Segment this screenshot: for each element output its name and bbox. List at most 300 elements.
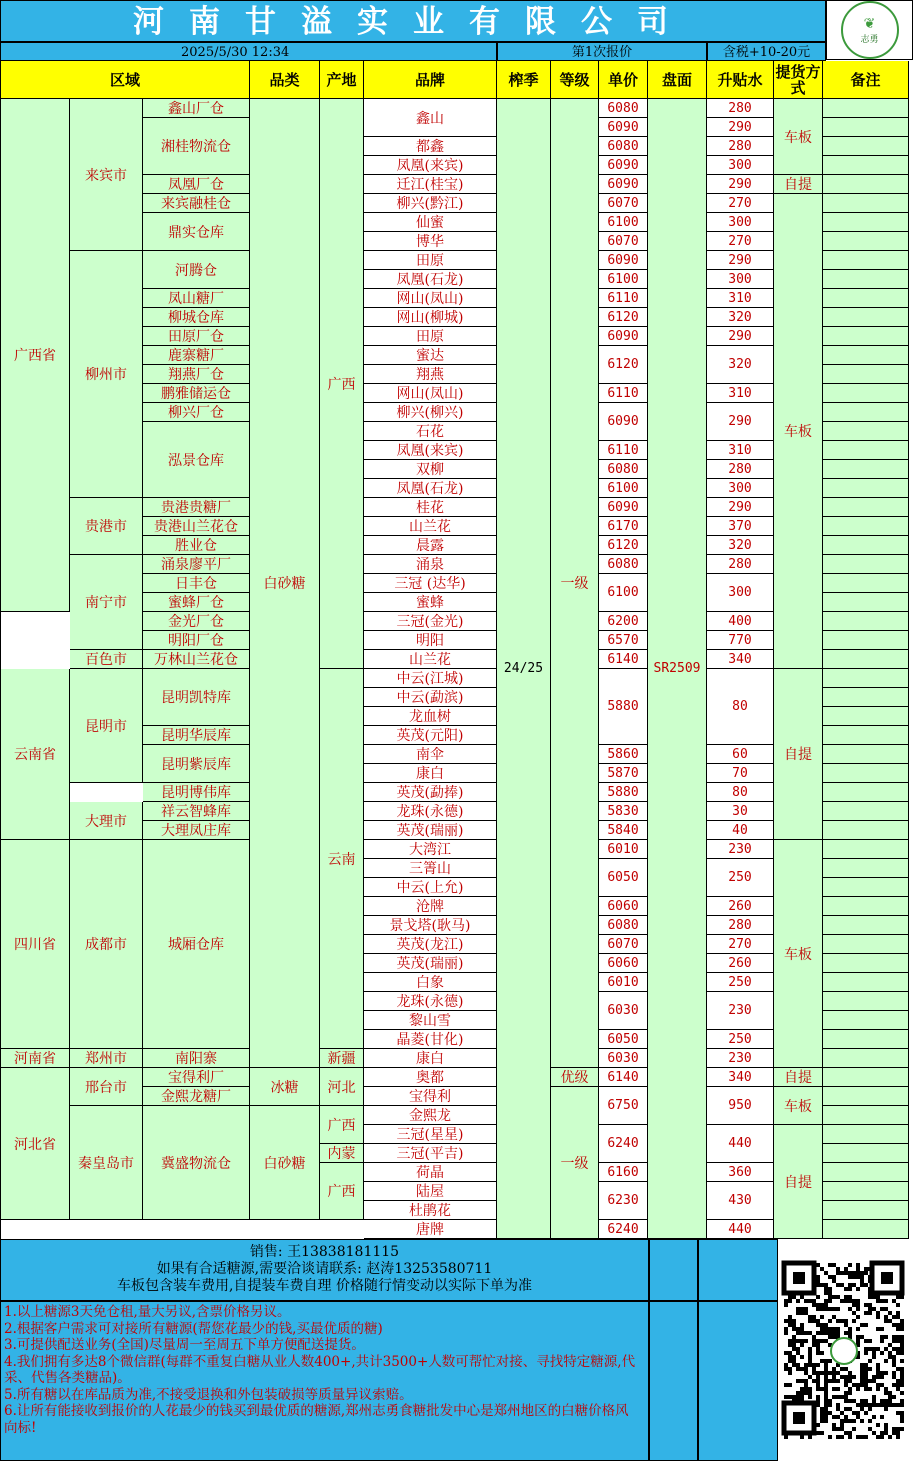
table-cell: 310 bbox=[707, 441, 774, 460]
remarks-cell bbox=[823, 479, 909, 498]
remarks-cell bbox=[823, 118, 909, 137]
table-cell: 60 bbox=[707, 745, 774, 764]
table-cell: 凤凰(来宾) bbox=[364, 441, 497, 460]
remarks-cell bbox=[823, 840, 909, 859]
table-cell: 唐牌 bbox=[364, 1220, 497, 1239]
table-cell: 鹏雅储运仓 bbox=[143, 384, 250, 403]
table-cell: 6080 bbox=[599, 460, 648, 479]
table-cell: 昆明紫辰库 bbox=[143, 745, 250, 783]
table-cell: 金熙龙 bbox=[364, 1106, 497, 1125]
note-line: 5.所有糖以在库品质为准,不接受退换和外包装破损等质量异议索赔。 bbox=[4, 1386, 413, 1403]
header-remarks: 备注 bbox=[823, 61, 909, 99]
table-cell: 云南 bbox=[320, 669, 364, 1049]
table-cell: 英茂(瑞丽) bbox=[364, 954, 497, 973]
table-cell: 南阳寨 bbox=[143, 1049, 250, 1068]
table-cell: 双柳 bbox=[364, 460, 497, 479]
table-cell: 成都市 bbox=[70, 840, 143, 1049]
table-cell: 大湾江 bbox=[364, 840, 497, 859]
qr-code-icon[interactable] bbox=[780, 1251, 908, 1451]
remarks-cell bbox=[823, 251, 909, 270]
remarks-cell bbox=[823, 460, 909, 479]
table-cell: 6140 bbox=[599, 1068, 648, 1087]
table-cell: 6060 bbox=[599, 897, 648, 916]
table-cell: 邢台市 bbox=[70, 1068, 143, 1106]
table-cell: 英茂(龙江) bbox=[364, 935, 497, 954]
notes-box bbox=[0, 1301, 649, 1461]
table-cell: 6110 bbox=[599, 289, 648, 308]
logo-text: 志勇 bbox=[860, 34, 879, 45]
table-cell: 湘桂物流仓 bbox=[143, 118, 250, 175]
table-cell: 250 bbox=[707, 859, 774, 897]
table-cell: 自提 bbox=[774, 1125, 823, 1239]
sales-contact: 销售: 王13838181115 bbox=[249, 1244, 400, 1260]
remarks-cell bbox=[823, 327, 909, 346]
table-cell: 奥都 bbox=[364, 1068, 497, 1087]
table-cell: 贵港山兰花仓 bbox=[143, 517, 250, 536]
table-cell: 320 bbox=[707, 536, 774, 555]
table-cell: 来宾融桂仓 bbox=[143, 194, 250, 213]
remarks-cell bbox=[823, 1106, 909, 1125]
table-cell: 昆明博伟库 bbox=[143, 783, 250, 802]
table-cell: 龙血树 bbox=[364, 707, 497, 726]
table-cell: 晶菱(甘化) bbox=[364, 1030, 497, 1049]
table-cell: 300 bbox=[707, 156, 774, 175]
table-cell: 广西省 bbox=[1, 99, 70, 612]
table-cell: 迁江(桂宝) bbox=[364, 175, 497, 194]
table-cell: 胜业仓 bbox=[143, 536, 250, 555]
table-cell: 田原厂仓 bbox=[143, 327, 250, 346]
table-cell: 24/25 bbox=[497, 99, 551, 1239]
table-cell: 290 bbox=[707, 327, 774, 346]
remarks-cell bbox=[823, 137, 909, 156]
datetime: 2025/5/30 12:34 bbox=[0, 42, 497, 61]
table-cell: 6100 bbox=[599, 479, 648, 498]
table-cell: 康白 bbox=[364, 764, 497, 783]
remarks-cell bbox=[823, 346, 909, 365]
table-cell: 翔燕厂仓 bbox=[143, 365, 250, 384]
table-cell: 80 bbox=[707, 783, 774, 802]
remarks-cell bbox=[823, 935, 909, 954]
header-delivery: 提货方式 bbox=[774, 61, 823, 99]
table-cell: 石花 bbox=[364, 422, 497, 441]
header-region: 区域 bbox=[1, 61, 250, 99]
table-cell: 翔燕 bbox=[364, 365, 497, 384]
table-cell: 蜜达 bbox=[364, 346, 497, 365]
table-cell: 6090 bbox=[599, 156, 648, 175]
table-cell: 河北省 bbox=[1, 1068, 70, 1220]
table-cell: 6090 bbox=[599, 118, 648, 137]
remarks-cell bbox=[823, 1144, 909, 1163]
remarks-cell bbox=[823, 175, 909, 194]
table-cell: 280 bbox=[707, 99, 774, 118]
table-cell: 280 bbox=[707, 555, 774, 574]
remarks-cell bbox=[823, 194, 909, 213]
note-line: 4.我们拥有多达8个微信群(每群不重复白糖从业人数400+,共计3500+人数可帮忙对接、寻找特定糖源,代采、代售各类糖品)。 bbox=[4, 1353, 636, 1386]
contact-box bbox=[0, 1239, 649, 1301]
table-cell: 网山(凤山) bbox=[364, 384, 497, 403]
note-line: 1.以上糖源3天免仓租,量大另议,含票价格另议。 bbox=[4, 1304, 291, 1320]
table-cell: 优级 bbox=[551, 1068, 599, 1087]
remarks-cell bbox=[823, 859, 909, 878]
table-cell: 6100 bbox=[599, 270, 648, 289]
table-cell: 康白 bbox=[364, 1049, 497, 1068]
table-cell: 6240 bbox=[599, 1220, 648, 1239]
table-cell: 昆明华辰库 bbox=[143, 726, 250, 745]
table-cell: 三冠(金光) bbox=[364, 612, 497, 631]
header-basis: 升贴水 bbox=[707, 61, 774, 99]
remarks-cell bbox=[823, 422, 909, 441]
table-cell: 250 bbox=[707, 973, 774, 992]
remarks-cell bbox=[823, 954, 909, 973]
table-cell: 370 bbox=[707, 517, 774, 536]
company-logo bbox=[826, 0, 913, 60]
note-line: 2.根据客户需求可对接所有糖源(帮您花最少的钱,买最优质的糖) bbox=[4, 1320, 383, 1337]
table-cell: 250 bbox=[707, 1030, 774, 1049]
remarks-cell bbox=[823, 365, 909, 384]
table-cell: 新疆 bbox=[320, 1049, 364, 1068]
table-cell: 6090 bbox=[599, 327, 648, 346]
header-category: 品类 bbox=[250, 61, 320, 99]
remarks-cell bbox=[823, 1049, 909, 1068]
table-cell: 河南省 bbox=[1, 1049, 70, 1068]
table-cell: 290 bbox=[707, 118, 774, 137]
table-cell: 340 bbox=[707, 650, 774, 669]
table-cell: 320 bbox=[707, 308, 774, 327]
table-cell: 自提 bbox=[774, 1068, 823, 1087]
table-cell: 三冠(星星) bbox=[364, 1125, 497, 1144]
table-cell: 荷晶 bbox=[364, 1163, 497, 1182]
table-cell: 田原 bbox=[364, 251, 497, 270]
table-cell: 三箐山 bbox=[364, 859, 497, 878]
table-cell: 广西 bbox=[320, 99, 364, 669]
table-cell: 280 bbox=[707, 137, 774, 156]
table-cell: 6060 bbox=[599, 954, 648, 973]
header-price: 单价 bbox=[599, 61, 648, 99]
header-brand: 品牌 bbox=[364, 61, 497, 99]
remarks-cell bbox=[823, 517, 909, 536]
table-cell: 6240 bbox=[599, 1125, 648, 1163]
table-cell: 6070 bbox=[599, 935, 648, 954]
remarks-cell bbox=[823, 384, 909, 403]
table-cell: 5880 bbox=[599, 669, 648, 745]
table-cell: 6090 bbox=[599, 403, 648, 441]
remarks-cell bbox=[823, 973, 909, 992]
table-cell: 山兰花 bbox=[364, 650, 497, 669]
table-cell: 英茂(瑞丽) bbox=[364, 821, 497, 840]
table-cell: 万林山兰花仓 bbox=[143, 650, 250, 669]
table-cell: 6110 bbox=[599, 384, 648, 403]
table-cell: 来宾市 bbox=[70, 99, 143, 251]
table-cell: 6120 bbox=[599, 346, 648, 384]
remarks-cell bbox=[823, 213, 909, 232]
table-cell: 6090 bbox=[599, 175, 648, 194]
table-cell: 6090 bbox=[599, 251, 648, 270]
remarks-cell bbox=[823, 1220, 909, 1239]
table-cell: 柳州市 bbox=[70, 251, 143, 498]
table-cell: 6100 bbox=[599, 213, 648, 232]
remarks-cell bbox=[823, 1030, 909, 1049]
table-cell: 凤凰(石龙) bbox=[364, 270, 497, 289]
table-cell: 桂花 bbox=[364, 498, 497, 517]
table-cell: 中云(江城) bbox=[364, 669, 497, 688]
table-cell: 陆屋 bbox=[364, 1182, 497, 1201]
table-cell: 蜜蜂厂仓 bbox=[143, 593, 250, 612]
remarks-cell bbox=[823, 707, 909, 726]
quote-round: 第1次报价 bbox=[497, 42, 707, 61]
company-title: 河南甘溢实业有限公司 bbox=[0, 0, 826, 42]
table-cell: 鹿寨糖厂 bbox=[143, 346, 250, 365]
table-cell: 柳城仓库 bbox=[143, 308, 250, 327]
table-cell: 6200 bbox=[599, 612, 648, 631]
table-cell: 车板 bbox=[774, 194, 823, 669]
table-cell: 广西 bbox=[320, 1106, 364, 1144]
table-cell: 宝得利厂 bbox=[143, 1068, 250, 1087]
table-cell: 白砂糖 bbox=[250, 99, 320, 1068]
table-cell: 80 bbox=[707, 669, 774, 745]
table-cell: 300 bbox=[707, 270, 774, 289]
freight-note: 车板包含装车费用,自提装车费自理 价格随行情变动以实际下单为准 bbox=[117, 1278, 532, 1294]
table-cell: 三冠(平吉) bbox=[364, 1144, 497, 1163]
remarks-cell bbox=[823, 1182, 909, 1201]
table-cell: 冀盛物流仓 bbox=[143, 1106, 250, 1220]
table-cell: 柳兴(柳兴) bbox=[364, 403, 497, 422]
remarks-cell bbox=[823, 688, 909, 707]
table-cell: 车板 bbox=[774, 99, 823, 175]
remarks-cell bbox=[823, 555, 909, 574]
table-cell: 6030 bbox=[599, 992, 648, 1030]
table-cell: 南宁市 bbox=[70, 555, 143, 650]
table-cell: 6070 bbox=[599, 194, 648, 213]
table-cell: 网山(柳城) bbox=[364, 308, 497, 327]
table-cell: 车板 bbox=[774, 840, 823, 1068]
footer-blank-cell bbox=[649, 1301, 698, 1461]
remarks-cell bbox=[823, 612, 909, 631]
table-cell: 一级 bbox=[551, 1087, 599, 1239]
table-cell: 290 bbox=[707, 251, 774, 270]
remarks-cell bbox=[823, 631, 909, 650]
logo-emblem-icon: ❦ 志勇 bbox=[841, 1, 899, 59]
header-futures: 盘面 bbox=[648, 61, 707, 99]
table-cell: 6160 bbox=[599, 1163, 648, 1182]
table-cell: 柳兴(黔江) bbox=[364, 194, 497, 213]
table-cell: 郑州市 bbox=[70, 1049, 143, 1068]
table-cell: 龙珠(永德) bbox=[364, 992, 497, 1011]
table-cell: 310 bbox=[707, 289, 774, 308]
table-cell: 6050 bbox=[599, 1030, 648, 1049]
table-cell: 秦皇岛市 bbox=[70, 1106, 143, 1220]
remarks-cell bbox=[823, 897, 909, 916]
table-cell: 290 bbox=[707, 498, 774, 517]
table-cell: 230 bbox=[707, 992, 774, 1030]
table-cell: 320 bbox=[707, 346, 774, 384]
remarks-cell bbox=[823, 745, 909, 764]
remarks-cell bbox=[823, 308, 909, 327]
table-cell: 6120 bbox=[599, 536, 648, 555]
table-cell: 田原 bbox=[364, 327, 497, 346]
remarks-cell bbox=[823, 1087, 909, 1106]
table-cell: 柳兴厂仓 bbox=[143, 403, 250, 422]
table-cell: 景戈塔(耿马) bbox=[364, 916, 497, 935]
table-cell: 230 bbox=[707, 840, 774, 859]
footer-blank-cell bbox=[698, 1239, 778, 1301]
tax-note: 含税+10-20元 bbox=[707, 42, 826, 61]
table-cell: 宝得利 bbox=[364, 1087, 497, 1106]
table-cell: 310 bbox=[707, 384, 774, 403]
note-line: 3.可提供配送业务(全国)尽量周一至周五下单方便配送提货。 bbox=[4, 1337, 365, 1353]
table-cell: 270 bbox=[707, 232, 774, 251]
table-cell: 770 bbox=[707, 631, 774, 650]
table-cell: 300 bbox=[707, 574, 774, 612]
table-cell: 70 bbox=[707, 764, 774, 783]
table-cell: 6750 bbox=[599, 1087, 648, 1125]
table-cell: 三冠 (达华) bbox=[364, 574, 497, 593]
table-cell: 杜鹃花 bbox=[364, 1201, 497, 1220]
table-cell: 300 bbox=[707, 213, 774, 232]
table-cell: 凤山糖厂 bbox=[143, 289, 250, 308]
remarks-cell bbox=[823, 232, 909, 251]
table-cell: 260 bbox=[707, 897, 774, 916]
remarks-cell bbox=[823, 726, 909, 745]
remarks-cell bbox=[823, 403, 909, 422]
remarks-cell bbox=[823, 1068, 909, 1087]
remarks-cell bbox=[823, 99, 909, 118]
table-cell: 自提 bbox=[774, 175, 823, 194]
table-cell: 贵港市 bbox=[70, 498, 143, 555]
table-cell: 凤凰厂仓 bbox=[143, 175, 250, 194]
remarks-cell bbox=[823, 992, 909, 1011]
remarks-cell bbox=[823, 574, 909, 593]
table-cell: 280 bbox=[707, 916, 774, 935]
table-cell: 仙蜜 bbox=[364, 213, 497, 232]
table-cell: 沧牌 bbox=[364, 897, 497, 916]
table-cell: 5840 bbox=[599, 821, 648, 840]
table-cell: 泓景仓库 bbox=[143, 422, 250, 498]
table-cell: 6170 bbox=[599, 517, 648, 536]
table-cell: 270 bbox=[707, 194, 774, 213]
table-cell: 230 bbox=[707, 1049, 774, 1068]
table-cell: 950 bbox=[707, 1087, 774, 1125]
table-cell: 6080 bbox=[599, 99, 648, 118]
table-cell: 中云(勐滨) bbox=[364, 688, 497, 707]
table-cell: 400 bbox=[707, 612, 774, 631]
table-cell: 鑫山 bbox=[364, 99, 497, 137]
header-season: 榨季 bbox=[497, 61, 551, 99]
table-cell: 凤凰(来宾) bbox=[364, 156, 497, 175]
remarks-cell bbox=[823, 1011, 909, 1030]
table-cell: 260 bbox=[707, 954, 774, 973]
table-cell: 网山(凤山) bbox=[364, 289, 497, 308]
table-cell: 6010 bbox=[599, 840, 648, 859]
remarks-cell bbox=[823, 821, 909, 840]
remarks-cell bbox=[823, 650, 909, 669]
table-cell: 祥云智蜂库 bbox=[143, 802, 250, 821]
source-contact: 如果有合适糖源,需要洽谈请联系: 赵涛13253580711 bbox=[156, 1261, 493, 1277]
table-cell: 河北 bbox=[320, 1068, 364, 1106]
table-cell: 280 bbox=[707, 460, 774, 479]
table-cell: 南伞 bbox=[364, 745, 497, 764]
table-cell: 440 bbox=[707, 1125, 774, 1163]
table-cell: 明阳厂仓 bbox=[143, 631, 250, 650]
table-cell: 黎山雪 bbox=[364, 1011, 497, 1030]
table-cell: 6570 bbox=[599, 631, 648, 650]
table-cell: 6100 bbox=[599, 574, 648, 612]
table-cell: 5830 bbox=[599, 802, 648, 821]
table-cell: 自提 bbox=[774, 669, 823, 840]
table-cell: 430 bbox=[707, 1182, 774, 1220]
footer bbox=[0, 1239, 913, 1461]
table-cell: 6110 bbox=[599, 441, 648, 460]
table-cell: 5860 bbox=[599, 745, 648, 764]
table-cell: 5870 bbox=[599, 764, 648, 783]
table-cell: 6010 bbox=[599, 973, 648, 992]
table-cell: 6140 bbox=[599, 650, 648, 669]
table-cell: 270 bbox=[707, 935, 774, 954]
header-grade: 等级 bbox=[551, 61, 599, 99]
footer-blank-cell bbox=[698, 1301, 778, 1461]
table-cell: 40 bbox=[707, 821, 774, 840]
remarks-cell bbox=[823, 802, 909, 821]
table-cell: 6080 bbox=[599, 916, 648, 935]
remarks-cell bbox=[823, 669, 909, 688]
remarks-cell bbox=[823, 156, 909, 175]
table-cell: 6090 bbox=[599, 498, 648, 517]
table-cell: 一级 bbox=[551, 99, 599, 1068]
table-cell: 冰糖 bbox=[250, 1068, 320, 1106]
table-cell: 晨露 bbox=[364, 536, 497, 555]
table-cell: 都鑫 bbox=[364, 137, 497, 156]
remarks-cell bbox=[823, 441, 909, 460]
table-cell: 蜜蜂 bbox=[364, 593, 497, 612]
remarks-cell bbox=[823, 916, 909, 935]
table-cell: 英茂(元阳) bbox=[364, 726, 497, 745]
table-cell: 6120 bbox=[599, 308, 648, 327]
table-cell: 6070 bbox=[599, 232, 648, 251]
table-cell: 涌泉廖平厂 bbox=[143, 555, 250, 574]
table-cell: 290 bbox=[707, 175, 774, 194]
table-cell: 昆明市 bbox=[70, 669, 143, 783]
table-cell: 30 bbox=[707, 802, 774, 821]
table-cell: 明阳 bbox=[364, 631, 497, 650]
table-cell: 百色市 bbox=[70, 650, 143, 669]
table-cell: 龙珠(永德) bbox=[364, 802, 497, 821]
table-cell: 涌泉 bbox=[364, 555, 497, 574]
table-cell: 6050 bbox=[599, 859, 648, 897]
table-cell: 日丰仓 bbox=[143, 574, 250, 593]
table-cell: 440 bbox=[707, 1220, 774, 1239]
footer-blank-cell bbox=[649, 1239, 698, 1301]
table-cell: 广西 bbox=[320, 1163, 364, 1220]
table-cell: 凤凰(石龙) bbox=[364, 479, 497, 498]
remarks-cell bbox=[823, 536, 909, 555]
table-cell: 云南省 bbox=[1, 669, 70, 840]
table-cell: 昆明凯特库 bbox=[143, 669, 250, 726]
table-cell: SR2509 bbox=[648, 99, 707, 1239]
remarks-cell bbox=[823, 270, 909, 289]
remarks-cell bbox=[823, 498, 909, 517]
table-cell: 四川省 bbox=[1, 840, 70, 1049]
table-cell: 英茂(勐捧) bbox=[364, 783, 497, 802]
table-cell: 博华 bbox=[364, 232, 497, 251]
table-cell: 城厢仓库 bbox=[143, 840, 250, 1049]
remarks-cell bbox=[823, 764, 909, 783]
table-cell: 贵港贵糖厂 bbox=[143, 498, 250, 517]
table-cell: 300 bbox=[707, 479, 774, 498]
table-cell: 鑫山厂仓 bbox=[143, 99, 250, 118]
table-cell: 6080 bbox=[599, 137, 648, 156]
remarks-cell bbox=[823, 878, 909, 897]
table-cell: 内蒙 bbox=[320, 1144, 364, 1163]
header-origin: 产地 bbox=[320, 61, 364, 99]
